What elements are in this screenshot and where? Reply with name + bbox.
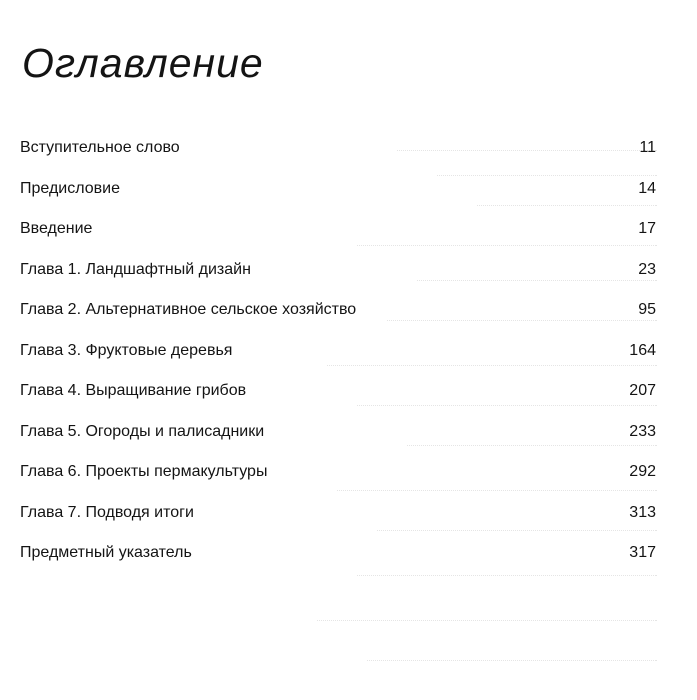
toc-entry[interactable] [20,371,656,412]
bleed-through-line [317,620,657,622]
toc-entry-label: Глава 2. Альтернативное сельское хозяйство [20,301,357,319]
toc-entry-label: Глава 7. Подводя итоги [20,503,194,521]
toc-entry[interactable] [20,533,656,574]
toc-entry-label: Введение [20,220,93,238]
table-of-contents [20,128,656,574]
bleed-through-line [367,660,657,662]
page-title: Оглавление [22,40,264,86]
toc-entry[interactable] [20,493,656,534]
toc-entry-label: Предисловие [20,179,120,197]
toc-entry-page-number: 313 [629,503,656,521]
toc-entry-label: Глава 4. Выращивание грибов [20,382,247,400]
toc-entry-label: Глава 5. Огороды и палисадники [20,422,265,440]
toc-entry-label: Глава 3. Фруктовые деревья [20,341,233,359]
toc-entry-label: Вступительное слово [20,139,180,157]
toc-entry-page-number: 11 [639,139,656,157]
toc-entry-label: Глава 6. Проекты пермакультуры [20,463,268,481]
toc-entry[interactable] [20,128,656,169]
toc-entry-label: Глава 1. Ландшафтный дизайн [20,260,251,278]
toc-entry[interactable] [20,290,656,331]
toc-entry-page-number: 164 [629,341,656,359]
toc-entry-page-number: 14 [638,179,656,197]
toc-entry-label: Предметный указатель [20,544,192,562]
toc-entry[interactable] [20,209,656,250]
toc-entry[interactable] [20,250,656,291]
toc-entry-page-number: 317 [629,544,656,562]
bleed-through-line [357,575,657,577]
toc-entry-page-number: 207 [629,382,656,400]
toc-entry-page-number: 23 [638,260,656,278]
toc-entry-page-number: 95 [638,301,656,319]
toc-entry-page-number: 292 [629,463,656,481]
toc-entry[interactable] [20,331,656,372]
toc-entry-page-number: 233 [629,422,656,440]
toc-entry-page-number: 17 [638,220,656,238]
toc-entry[interactable] [20,412,656,453]
toc-entry[interactable] [20,452,656,493]
toc-entry[interactable] [20,169,656,210]
